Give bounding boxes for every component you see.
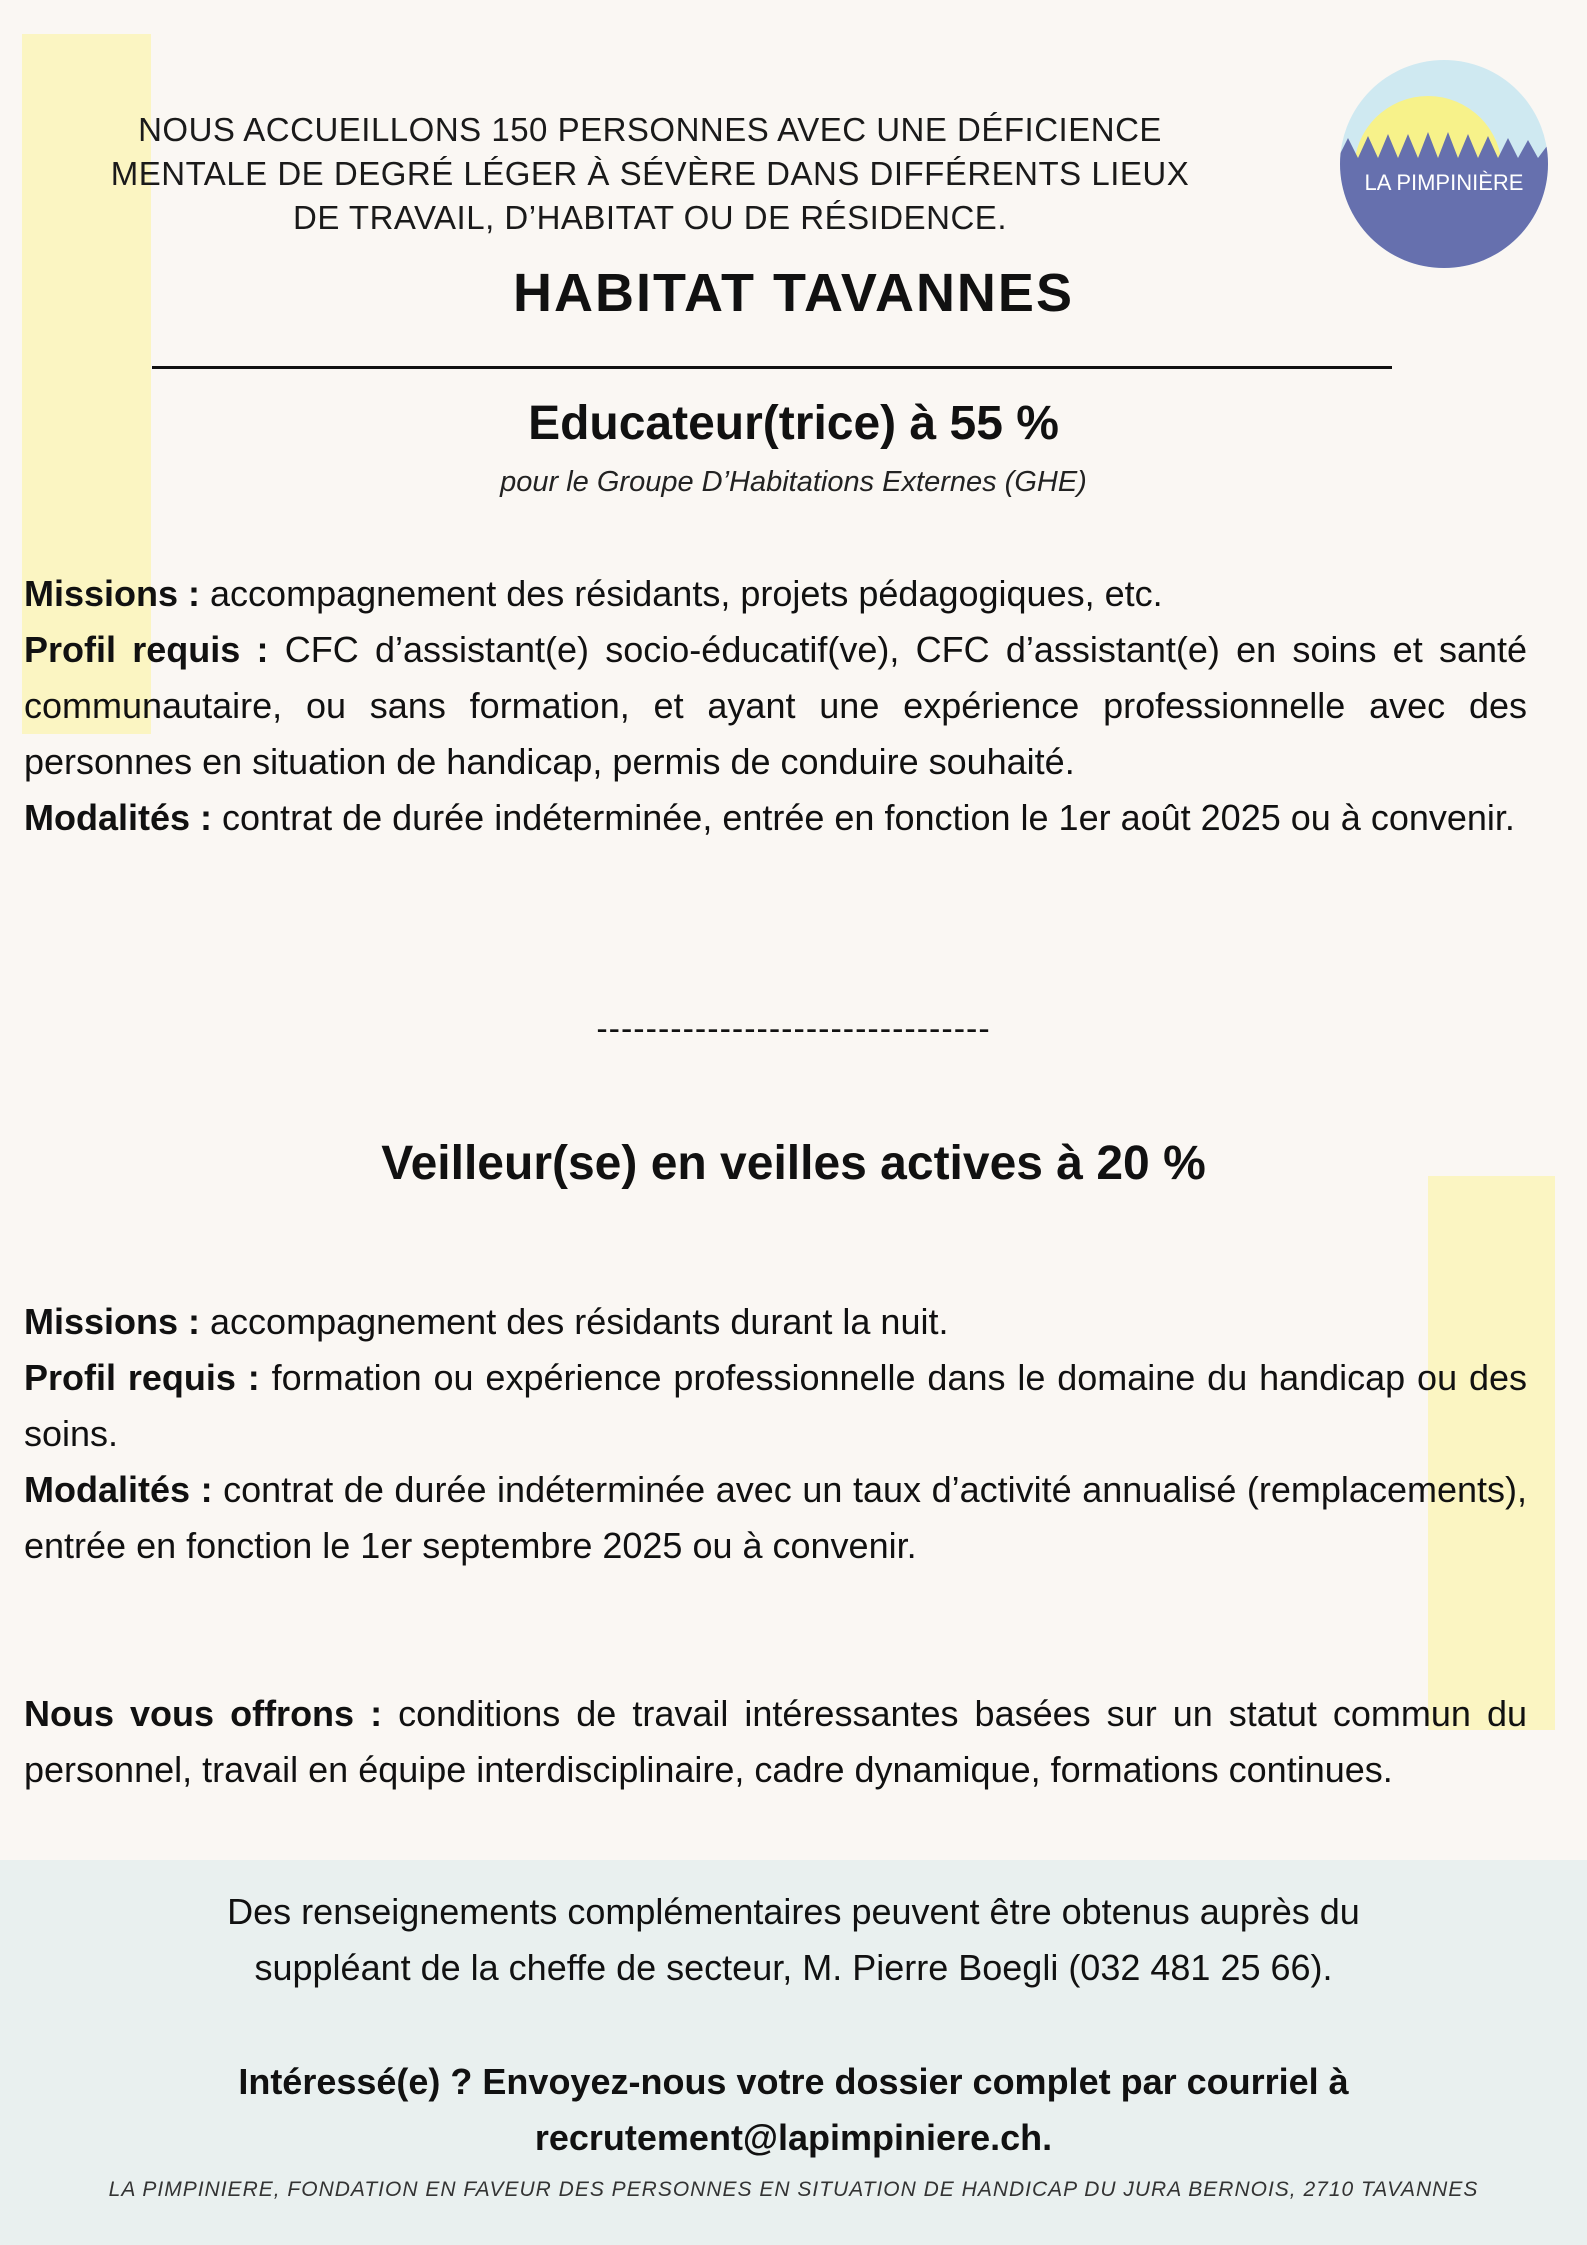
cta-line: Intéressé(e) ? Envoyez-nous votre dossier complet par courriel à [238,2061,1349,2102]
offer-text: conditions de travail intéressantes basées sur un statut commun du personnel, travail en équipe interdisciplinaire, cadre dynamique, formations continues. [24,1693,1527,1790]
offer-label: Nous vous offrons : [24,1693,383,1734]
missions-text: accompagnement des résidants durant la nuit. [200,1301,949,1342]
intro-line: NOUS ACCUEILLONS 150 PERSONNES AVEC UNE DÉFICIENCE [138,111,1162,148]
la-pimpiniere-logo [1338,58,1550,270]
profil-text: formation ou expérience professionnelle dans le domaine du handicap ou des soins. [24,1357,1527,1454]
footer-note: LA PIMPINIERE, FONDATION EN FAVEUR DES PERSONNES EN SITUATION DE HANDICAP DU JURA BERNOIS, 2710 TAVANNES [108,2178,1479,2201]
recruitment-email[interactable]: recrutement@lapimpiniere.ch. [534,2117,1053,2158]
page-title: HABITAT TAVANNES [513,263,1074,323]
section-separator: -------------------------------- [596,1010,991,1048]
job2-modalites [24,1462,1527,1574]
profil-label: Profil requis : [24,629,269,670]
job1-missions [24,566,1527,622]
missions-label: Missions : [24,1301,201,1342]
contact-info [0,1884,1587,1996]
logo-wordmark: LA PIMPINIÈRE [1364,170,1524,195]
contact-line: suppléant de la cheffe de secteur, M. Pierre Boegli (032 481 25 66). [254,1947,1333,1988]
modalites-text: contrat de durée indéterminée, entrée en fonction le 1er août 2025 ou à convenir. [212,797,1515,838]
modalites-text: contrat de durée indéterminée avec un taux d’activité annualisé (remplacements), entrée en fonction le 1er septembre 2025 ou à convenir. [24,1469,1527,1566]
job1-profil [24,622,1527,790]
job2-title: Veilleur(se) en veilles actives à 20 % [381,1137,1206,1190]
intro-line: MENTALE DE DEGRÉ LÉGER À SÉVÈRE DANS DIFFÉRENTS LIEUX [110,155,1190,192]
job1-details [24,566,1527,846]
intro-line: DE TRAVAIL, D’HABITAT OU DE RÉSIDENCE. [293,199,1007,236]
modalites-label: Modalités : [24,797,213,838]
application-cta [0,2054,1587,2166]
missions-label: Missions : [24,573,201,614]
job2-missions [24,1294,1527,1350]
contact-line: Des renseignements complémentaires peuvent être obtenus auprès du [227,1891,1360,1932]
modalites-label: Modalités : [24,1469,213,1510]
profil-text: CFC d’assistant(e) socio-éducatif(ve), CFC d’assistant(e) en soins et santé communautaire, ou sans formation, et ayant une expérience professionnelle avec des personnes en situation de handicap, permis de conduire souhaité. [24,629,1528,782]
offer-section [24,1686,1527,1798]
title-divider [152,366,1392,369]
job2-profil [24,1350,1527,1462]
profil-label: Profil requis : [24,1357,260,1398]
offer-paragraph [24,1686,1527,1798]
job2-details [24,1294,1527,1574]
job1-subtitle: pour le Groupe D’Habitations Externes (GHE) [500,466,1087,498]
job1-title: Educateur(trice) à 55 % [528,397,1059,450]
job1-modalites [24,790,1527,846]
missions-text: accompagnement des résidants, projets pédagogiques, etc. [200,573,1163,614]
intro-text [70,108,1230,240]
